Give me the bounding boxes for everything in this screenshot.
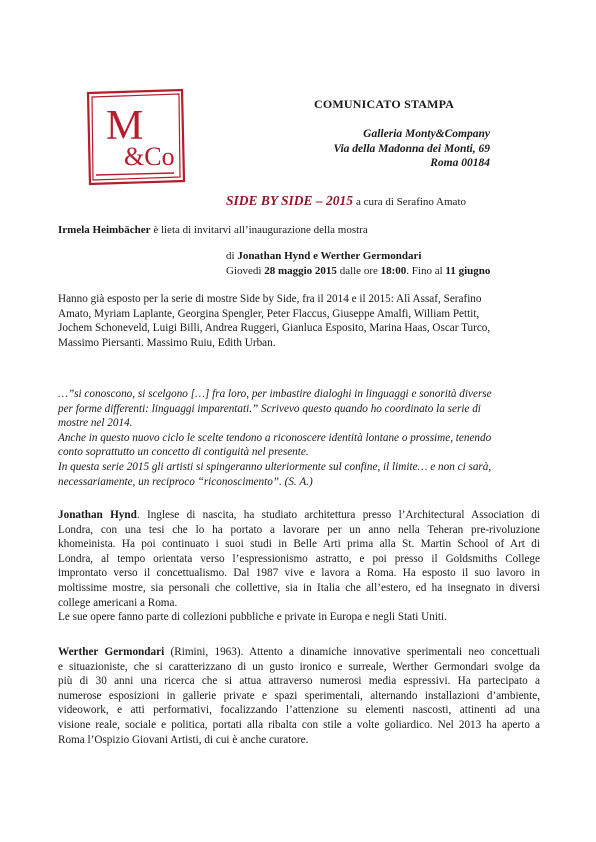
artists-names: Jonathan Hynd e Werther Germondari	[237, 250, 422, 262]
invitation-text: è lieta di invitarvi all’inaugurazione della mostra	[150, 224, 368, 236]
bio-name: Werther Germondari	[58, 646, 165, 658]
bio-werther-germondari	[58, 645, 540, 747]
artists-line	[226, 249, 490, 264]
logo-letters-co: &Co	[124, 142, 175, 171]
bio-line: moltissime mostre, sia personali che collettive, sia in Italia che all’estero, ed ha insegnato in diversi	[58, 581, 540, 594]
bio-jonathan-hynd	[58, 508, 540, 625]
host-name: Irmela Heimbächer	[58, 224, 151, 236]
opening-date: 28 maggio 2015	[264, 265, 337, 277]
quote-line: mostre nel 2014.	[58, 417, 133, 430]
text-line: Jochem Schoneveld, Luigi Billi, Andrea Ruggeri, Gianluca Esposito, Marina Haas, Oscar Turco,	[58, 322, 491, 335]
show-heading	[226, 193, 466, 209]
bio-line: improntato verso il concettualismo. Dal 1987 vive e lavora a Roma. Ha esposto il suo lavoro in	[58, 567, 540, 580]
gallery-address	[300, 127, 490, 171]
quote-line: Anche in questo nuovo ciclo le scelte tendono a riconoscere identità lontane o prossime, tenendo	[58, 431, 492, 444]
time-prefix: dalle ore	[336, 265, 381, 277]
bio-line: numerose esposizioni in gallerie private e spazi sperimentali, alternando installazioni d’ambiente,	[58, 689, 540, 702]
bio-line: Londra, con una tesi che lo ha portato a lavorare per un anno nella Teheran pre-rivoluzione	[58, 523, 540, 536]
text-line: Amato, Myriam Laplante, Georgina Spengler, Peter Flaccus, Giuseppe Amalfi, William Pettit,	[58, 307, 480, 320]
bio-line: Londra, al tempo orientata verso l’espressionismo astratto, e poi presso il Goldsmiths College	[58, 552, 540, 565]
show-title: SIDE BY SIDE – 2015	[226, 193, 354, 208]
until-prefix: . Fino al	[406, 265, 446, 277]
bio-line: Roma l’Ospizio Giovani Artisti, di cui è anche curatore.	[58, 733, 309, 746]
text-line: Massimo Piersanti. Massimo Ruiu, Edith Urban.	[58, 336, 276, 349]
bio-text: (Rimini, 1963). Attento a dinamiche innovative sperimentali neo concettuali	[164, 646, 540, 658]
galleria-logo	[84, 87, 187, 187]
closing-date: 11 giugno	[445, 265, 491, 277]
bio-line: college americani a Roma.	[58, 596, 178, 609]
page-title: COMUNICATO STAMPA	[314, 97, 455, 111]
bio-line	[58, 508, 540, 523]
quote-line: conto soprattutto un concetto di contiguità nel presente.	[58, 446, 309, 459]
artists-prefix: di	[226, 250, 238, 262]
date-line	[226, 264, 490, 279]
bio-line: videowork, e atti performativi, focalizzando l’attenzione su elementi nascosti, attinenti ad una	[58, 704, 540, 717]
opening-time: 18:00	[380, 265, 407, 277]
address-line-1: Galleria Monty&Company	[363, 128, 490, 140]
bio-line: e situazioniste, che si caratterizzano di un gusto ironico e surreale, Werther Germondari svolge da	[58, 660, 540, 673]
quote-line: In questa serie 2015 gli artisti si spingeranno ulteriormente sul confine, il limite… e non ci sarà,	[58, 460, 492, 473]
quote-line: per forme differenti: linguaggi imparentati.” Scrivevo questo quando ho coordinato la serie di	[58, 402, 481, 415]
invitation-line	[58, 224, 368, 236]
text-line: Hanno già esposto per la serie di mostre Side by Side, fra il 2014 e il 2015: Alì Assaf, Serafino	[58, 293, 482, 305]
address-line-2: Via della Madonna dei Monti, 69	[333, 142, 490, 155]
bio-line: khomeinista. Ha poi continuato i suoi studi in Belle Arti prima alla St. Martin School of Art di	[58, 538, 540, 551]
quote-line: …”si conoscono, si scelgono […] fra loro, per imbastire dialoghi in linguaggi e sonorità diverse	[58, 388, 492, 400]
bio-line: più di 30 anni una ricerca che si attua attraverso numerosi media espressivi. Ha partecipato a	[58, 675, 540, 688]
bio-text: . Inglese di nascita, ha studiato architettura presso l’Architectural Association di	[136, 509, 541, 521]
logo-letter-m: M	[106, 103, 144, 149]
exhibition-details	[226, 249, 490, 279]
show-curator: a cura di Serafino Amato	[356, 196, 466, 208]
quote-line: necessariamente, un reciproco “riconoscimento”. (S. A.)	[58, 475, 313, 488]
previous-exhibitors-paragraph	[58, 292, 540, 350]
address-line-3: Roma 00184	[430, 157, 490, 169]
bio-line: visione reale, sociale e politica, portati alla ribalta con stile a volte goliardico. Nel 2013 ha aperto a	[58, 718, 540, 731]
bio-line	[58, 645, 540, 660]
curator-quote	[58, 387, 540, 489]
date-prefix: Giovedì	[226, 265, 265, 277]
bio-line: Le sue opere fanno parte di collezioni pubbliche e private in Europa e negli Stati Uniti.	[58, 611, 447, 624]
bio-name: Jonathan Hynd	[58, 509, 137, 521]
